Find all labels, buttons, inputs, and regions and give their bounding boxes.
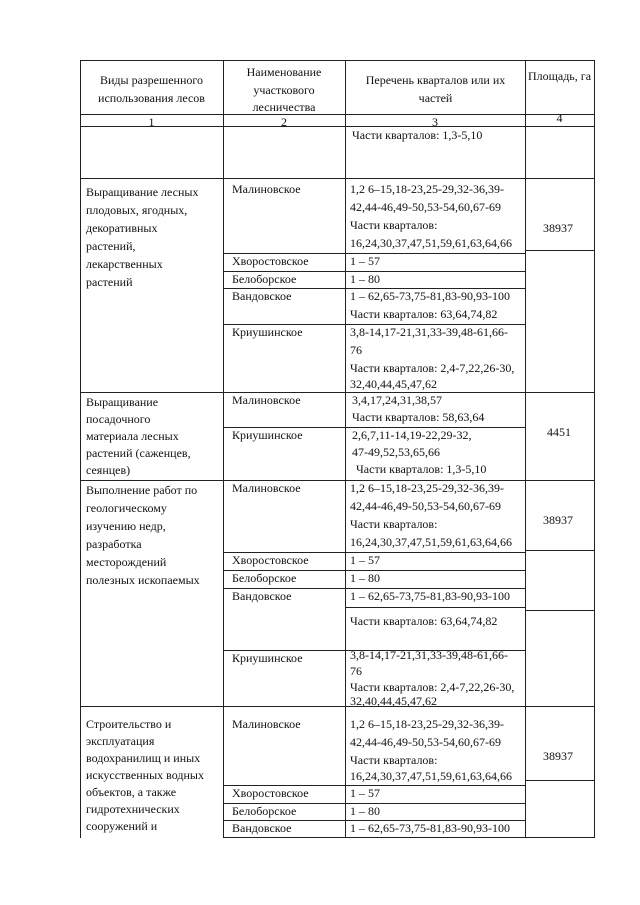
col-divider [345,178,346,392]
col-number-1: 1 [148,115,155,129]
row-divider [345,607,525,608]
quarters-line: 1 – 57 [350,786,380,800]
quarters-line: 16,24,30,37,47,51,59,61,63,64,66 [350,535,512,549]
forestry-name: Белоборское [232,804,297,818]
forestry-name: Хворостовское [232,254,309,268]
forestry-name: Криушинское [232,651,303,665]
area-value: 38937 [543,221,573,235]
continuation-quarters: Части кварталов: 1,3-5,10 [352,128,483,142]
quarters-line: 16,24,30,37,47,51,59,61,63,64,66 [350,769,512,783]
row-divider [80,480,594,481]
use-type-line: изучению недр, [86,519,166,533]
row-divider [80,706,594,707]
row-divider [223,837,594,838]
table-border-right [594,60,595,838]
header-forestry-name: Наименование участкового лесничества [246,65,322,114]
quarters-line: Части кварталов: [350,517,438,531]
forestry-name: Вандовское [232,289,292,303]
table-border-left [80,60,81,838]
quarters-line: 2,6,7,11-14,19-22,29-32, [352,428,472,442]
col-divider [525,126,526,178]
use-type-line: материала лесных [86,429,179,443]
quarters-line: 3,4,17,24,31,38,57 [352,393,442,407]
quarters-line: 42,44-46,49-50,53-54,60,67-69 [350,200,501,214]
row-divider [80,126,594,127]
use-type-line: Выращивание [86,395,159,409]
forestry-name: Малиновское [232,481,301,495]
col-divider [345,126,346,178]
use-type-line: плодовых, ягодных, [86,203,188,217]
forestry-name: Хворостовское [232,553,309,567]
quarters-line: 16,24,30,37,47,51,59,61,63,64,66 [350,236,512,250]
col-divider [525,706,526,838]
use-type-line: эксплуатация [86,734,155,748]
quarters-line: 1 – 62,65-73,75-81,83-90,93-100 [350,589,510,603]
quarters-line: 76 [350,664,362,678]
use-type-line: сеянцев) [86,463,131,477]
col-divider [223,178,224,392]
use-type-line: Выполнение работ по [86,483,198,497]
area-divider [525,780,594,781]
col-divider [223,480,224,706]
col-number-2: 2 [281,115,287,129]
header-area: Площадь, га [527,69,592,83]
area-divider [525,250,594,251]
use-type-line: гидротехнических [86,802,180,816]
forestry-name: Криушинское [232,428,303,442]
use-type-line: водохранилищ и иных [86,751,201,765]
col-divider [345,706,346,838]
quarters-line: 3,8-14,17-21,31,33-39,48-61,66- [350,325,508,339]
area-divider [525,610,594,611]
area-divider [525,550,594,551]
use-type-line: полезных ископаемых [86,573,200,587]
use-type-line: посадочного [86,412,151,426]
forestry-name: Белоборское [232,272,297,286]
use-type-line: Строительство и [86,717,172,731]
quarters-line: 1,2 6–15,18-23,25-29,32-36,39- [350,481,504,495]
use-type-line: растений [86,275,133,289]
quarters-line: Части кварталов: [350,753,438,767]
forestry-name: Вандовское [232,589,292,603]
quarters-line: Части кварталов: 63,64,74,82 [350,614,498,628]
quarters-line: Части кварталов: 58,63,64 [352,410,485,424]
area-value: 38937 [543,513,573,527]
quarters-line: 42,44-46,49-50,53-54,60,67-69 [350,499,501,513]
quarters-line: 1 – 57 [350,553,380,567]
use-type-line: Выращивание лесных [86,185,199,199]
forestry-name: Белоборское [232,571,297,585]
header-use-type: Виды разрешенного использования лесов [98,73,205,105]
quarters-line: 1 – 62,65-73,75-81,83-90,93-100 [350,821,510,835]
forestry-name: Малиновское [232,717,301,731]
col-divider [525,392,526,480]
quarters-line: 1 – 80 [350,571,380,585]
quarters-line: 47-49,52,53,65,66 [352,445,440,459]
col-number-3: 3 [432,115,438,129]
quarters-line: Части кварталов: [350,218,438,232]
use-type-line: геологическому [86,501,167,515]
header-quarters-list: Перечень кварталов или их частей [365,73,506,105]
forestry-name: Малиновское [232,393,301,407]
col-number-4: 4 [556,111,563,125]
col-divider [345,392,346,480]
use-type-line: объектов, а также [86,785,177,799]
use-type-line: искусственных водных [86,768,204,782]
forestry-name: Вандовское [232,821,292,835]
quarters-line: 1 – 80 [350,272,380,286]
use-type-line: сооружений и [86,819,158,833]
row-divider [80,392,594,393]
forestry-name: Малиновское [232,182,301,196]
quarters-line: 1 – 80 [350,804,380,818]
quarters-line: Части кварталов: 1,3-5,10 [356,462,487,476]
use-type-line: разработка [86,537,142,551]
quarters-line: 3,8-14,17-21,31,33-39,48-61,66- [350,648,508,662]
quarters-line: Части кварталов: 63,64,74,82 [350,307,498,321]
col-divider [223,126,224,178]
quarters-line: Части кварталов: 2,4-7,22,26-30, [350,680,515,694]
quarters-line: 1,2 6–15,18-23,25-29,32-36,39- [350,182,504,196]
use-type-line: растений, [86,239,136,253]
quarters-line: 42,44-46,49-50,53-54,60,67-69 [350,735,501,749]
use-type-line: лекарственных [86,257,163,271]
quarters-line: Части кварталов: 2,4-7,22,26-30, [350,361,515,375]
quarters-line: 1 – 57 [350,254,380,268]
use-type-line: декоративных [86,221,158,235]
quarters-line: 1,2 6–15,18-23,25-29,32-36,39- [350,717,504,731]
use-type-line: растений (саженцев, [86,446,191,460]
quarters-line: 32,40,44,45,47,62 [350,377,437,391]
col-divider [223,392,224,480]
area-value: 38937 [543,749,573,763]
col-divider [525,480,526,706]
col-divider [525,178,526,392]
table-border-top [80,60,594,61]
col-divider [223,706,224,838]
row-divider [80,178,594,179]
forestry-name: Хворостовское [232,786,309,800]
col-divider [345,480,346,706]
quarters-line: 32,40,44,45,47,62 [350,694,437,708]
quarters-line: 76 [350,343,362,357]
quarters-line: 1 – 62,65-73,75-81,83-90,93-100 [350,289,510,303]
area-value: 4451 [547,425,571,439]
forestry-name: Криушинское [232,325,303,339]
use-type-line: месторождений [86,555,167,569]
